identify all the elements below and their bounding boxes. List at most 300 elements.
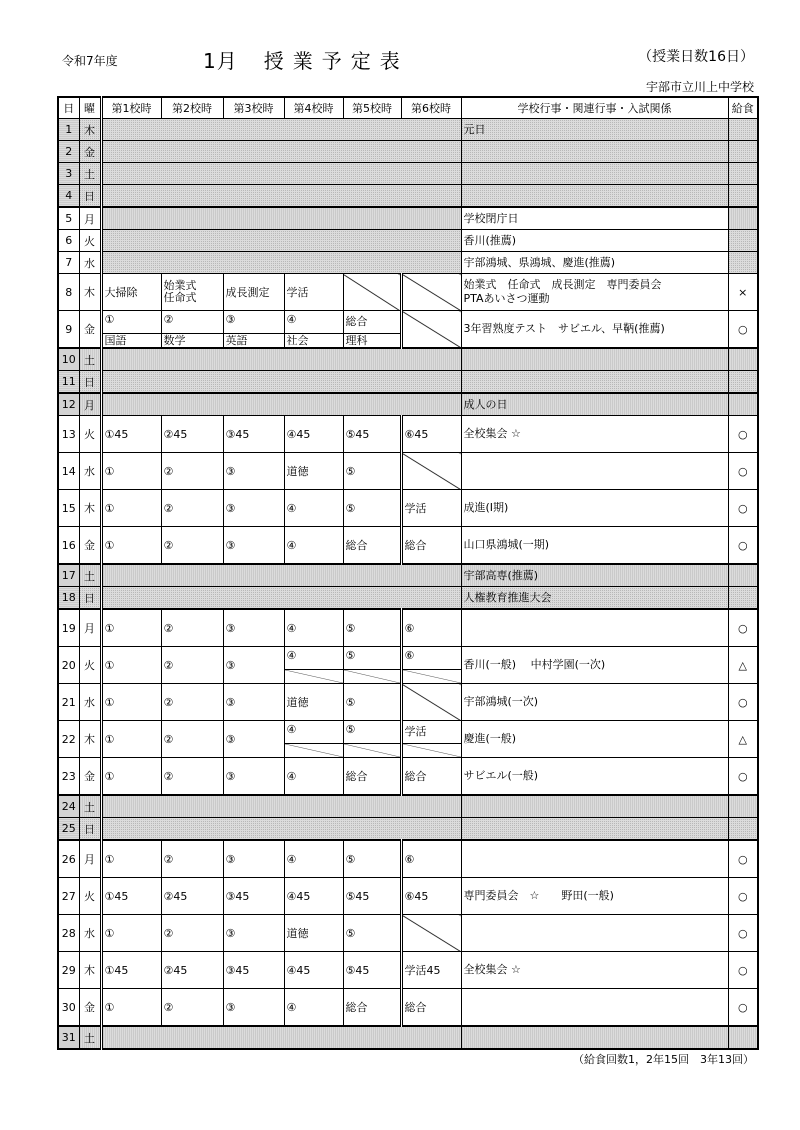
lunch-cell: ○	[728, 878, 758, 915]
period-2: ②	[161, 915, 223, 952]
period-2: ②	[161, 721, 223, 758]
weekday: 日	[79, 185, 101, 208]
weekday: 木	[79, 721, 101, 758]
weekday: 月	[79, 393, 101, 416]
periods-holiday	[101, 371, 461, 394]
period-1: ①45	[101, 416, 161, 453]
period-5: ⑤	[343, 490, 401, 527]
period-1: ①	[101, 721, 161, 758]
event-cell: 宇部鴻城、県鴻城、慶進(推薦)	[461, 252, 728, 274]
period-3: ③	[223, 490, 284, 527]
title-text: 授業予定表	[263, 49, 409, 73]
day-number: 11	[58, 371, 79, 394]
lunch-cell: ○	[728, 952, 758, 989]
day-number: 27	[58, 878, 79, 915]
lunch-count-note: （給食回数1，2年15回 3年13回）	[573, 1053, 754, 1066]
period-sub-none	[403, 744, 461, 757]
event-cell: 人権教育推進大会	[461, 587, 728, 610]
lunch-cell	[728, 564, 758, 587]
table-row	[58, 1026, 758, 1049]
period-4: ④	[284, 490, 343, 527]
day-number: 17	[58, 564, 79, 587]
period-5: ⑤	[343, 840, 401, 878]
period-subject: 学活	[403, 721, 461, 744]
lunch-cell	[728, 371, 758, 394]
table-row	[58, 527, 758, 565]
weekday: 木	[79, 490, 101, 527]
day-number: 5	[58, 207, 79, 230]
lunch-cell: △	[728, 647, 758, 684]
weekday: 日	[79, 587, 101, 610]
period-2: ②	[161, 684, 223, 721]
lunch-cell	[728, 185, 758, 208]
periods-holiday	[101, 230, 461, 252]
event-cell	[461, 915, 728, 952]
event-cell	[461, 453, 728, 490]
period-subject: ⑤	[344, 647, 400, 670]
period-3: ③	[223, 721, 284, 758]
weekday: 土	[79, 348, 101, 371]
weekday: 金	[79, 989, 101, 1027]
day-number: 4	[58, 185, 79, 208]
period-sub-none	[344, 744, 400, 757]
period-6	[401, 647, 461, 684]
table-row	[58, 758, 758, 796]
event-cell: 慶進(一般)	[461, 721, 728, 758]
period-5: ⑤45	[343, 416, 401, 453]
table-row	[58, 274, 758, 311]
column-header-period-6: 第6校時	[401, 97, 461, 119]
lunch-cell	[728, 230, 758, 252]
weekday: 火	[79, 416, 101, 453]
periods-holiday	[101, 185, 461, 208]
weekday: 金	[79, 527, 101, 565]
period-1: ①	[101, 647, 161, 684]
period-5: ⑤	[343, 453, 401, 490]
column-header-period-4: 第4校時	[284, 97, 343, 119]
event-cell	[461, 840, 728, 878]
period-1: ①	[101, 840, 161, 878]
weekday: 火	[79, 878, 101, 915]
weekday: 金	[79, 758, 101, 796]
period-sub-subject: 英語	[225, 334, 248, 347]
period-sub-subject: 理科	[345, 334, 368, 347]
period-5: ⑤	[343, 684, 401, 721]
day-number: 2	[58, 141, 79, 163]
lunch-cell: ○	[728, 915, 758, 952]
period-2: ②	[161, 490, 223, 527]
weekday: 火	[79, 230, 101, 252]
period-3: 成長測定	[223, 274, 284, 311]
period-subject: ②	[162, 311, 223, 334]
table-row	[58, 684, 758, 721]
lunch-cell	[728, 141, 758, 163]
table-row	[58, 721, 758, 758]
event-cell	[461, 989, 728, 1027]
day-number: 14	[58, 453, 79, 490]
header-row	[58, 97, 758, 119]
day-number: 22	[58, 721, 79, 758]
weekday: 木	[79, 952, 101, 989]
event-cell	[461, 795, 728, 818]
periods-holiday	[101, 393, 461, 416]
period-subject: ①	[103, 311, 161, 334]
column-header-period-3: 第3校時	[223, 97, 284, 119]
period-3: ③	[223, 453, 284, 490]
table-row	[58, 840, 758, 878]
day-number: 21	[58, 684, 79, 721]
period-1: ①	[101, 490, 161, 527]
period-6: 総合	[401, 989, 461, 1027]
event-cell	[461, 348, 728, 371]
period-6-none	[401, 453, 461, 490]
period-subject: ④	[285, 647, 343, 670]
period-4: ④	[284, 758, 343, 796]
table-row	[58, 564, 758, 587]
period-sub-none	[285, 670, 343, 683]
lunch-cell: ○	[728, 416, 758, 453]
period-5: 総合	[343, 989, 401, 1027]
day-number: 1	[58, 119, 79, 141]
lunch-cell	[728, 393, 758, 416]
period-6: ⑥	[401, 840, 461, 878]
event-cell: 宇部鴻城(一次)	[461, 684, 728, 721]
column-header-events: 学校行事・関連行事・入試関係	[461, 97, 728, 119]
period-3: ③	[223, 647, 284, 684]
period-sub-none	[403, 670, 461, 683]
column-header-period-2: 第2校時	[161, 97, 223, 119]
period-3: ③	[223, 915, 284, 952]
period-6: 総合	[401, 527, 461, 565]
weekday: 金	[79, 311, 101, 349]
weekday: 月	[79, 840, 101, 878]
event-cell	[461, 371, 728, 394]
period-5: 総合	[343, 758, 401, 796]
table-row	[58, 348, 758, 371]
period-4: ④45	[284, 952, 343, 989]
lunch-cell	[728, 818, 758, 841]
period-4	[284, 721, 343, 758]
weekday: 土	[79, 564, 101, 587]
day-number: 20	[58, 647, 79, 684]
periods-holiday	[101, 141, 461, 163]
period-6: 総合	[401, 758, 461, 796]
event-cell: 香川(一般) 中村学園(一次)	[461, 647, 728, 684]
lunch-cell	[728, 119, 758, 141]
period-sub-subject: 国語	[104, 334, 127, 347]
period-3: ③	[223, 989, 284, 1027]
event-cell: 全校集会 ☆	[461, 952, 728, 989]
event-cell	[461, 818, 728, 841]
class-days-count: （授業日数16日）	[638, 49, 754, 65]
day-number: 19	[58, 609, 79, 647]
period-5-none	[343, 274, 401, 311]
period-2: ②45	[161, 952, 223, 989]
event-cell: 成進(Ⅰ期)	[461, 490, 728, 527]
table-row	[58, 952, 758, 989]
period-2: ②	[161, 609, 223, 647]
periods-holiday	[101, 1026, 461, 1049]
event-cell	[461, 1026, 728, 1049]
period-6: ⑥45	[401, 878, 461, 915]
period-2: ②	[161, 647, 223, 684]
period-1: ①	[101, 527, 161, 565]
period-sub-subject: 社会	[286, 334, 309, 347]
day-number: 7	[58, 252, 79, 274]
period-6-none	[401, 274, 461, 311]
day-number: 16	[58, 527, 79, 565]
table-row	[58, 141, 758, 163]
day-number: 10	[58, 348, 79, 371]
period-3	[223, 311, 284, 349]
event-cell: サビエル(一般)	[461, 758, 728, 796]
period-2	[161, 311, 223, 349]
lunch-cell: ○	[728, 453, 758, 490]
day-number: 12	[58, 393, 79, 416]
day-number: 9	[58, 311, 79, 349]
period-1: 大掃除	[101, 274, 161, 311]
period-5	[343, 647, 401, 684]
period-6-none	[401, 684, 461, 721]
weekday: 日	[79, 371, 101, 394]
day-number: 25	[58, 818, 79, 841]
period-1: ①	[101, 915, 161, 952]
table-row	[58, 878, 758, 915]
period-4: ④	[284, 527, 343, 565]
table-row	[58, 490, 758, 527]
weekday: 水	[79, 684, 101, 721]
weekday: 月	[79, 609, 101, 647]
period-1: ①	[101, 609, 161, 647]
event-cell	[461, 141, 728, 163]
period-subject: ④	[285, 721, 343, 744]
period-5	[343, 721, 401, 758]
day-number: 18	[58, 587, 79, 610]
event-cell: 始業式 任命式 成長測定 専門委員会 PTAあいさつ運動	[461, 274, 728, 311]
event-cell: 全校集会 ☆	[461, 416, 728, 453]
weekday: 金	[79, 141, 101, 163]
day-number: 31	[58, 1026, 79, 1049]
lunch-cell	[728, 207, 758, 230]
table-row	[58, 230, 758, 252]
table-row	[58, 609, 758, 647]
fiscal-year: 令和7年度	[62, 54, 118, 68]
day-number: 26	[58, 840, 79, 878]
day-number: 29	[58, 952, 79, 989]
period-subject: 総合	[344, 311, 400, 334]
table-row	[58, 818, 758, 841]
period-2: ②45	[161, 878, 223, 915]
period-1: ①	[101, 989, 161, 1027]
period-3: ③45	[223, 416, 284, 453]
table-row	[58, 989, 758, 1027]
period-2: ②45	[161, 416, 223, 453]
period-1: ①	[101, 684, 161, 721]
lunch-cell: ○	[728, 527, 758, 565]
period-4: ④	[284, 989, 343, 1027]
period-5: ⑤45	[343, 952, 401, 989]
periods-holiday	[101, 163, 461, 185]
lunch-cell	[728, 348, 758, 371]
period-6	[401, 721, 461, 758]
lunch-cell	[728, 1026, 758, 1049]
event-cell: 元日	[461, 119, 728, 141]
period-3: ③	[223, 609, 284, 647]
day-number: 8	[58, 274, 79, 311]
lunch-cell	[728, 252, 758, 274]
lunch-cell: ×	[728, 274, 758, 311]
period-2: 始業式 任命式	[161, 274, 223, 311]
table-row	[58, 915, 758, 952]
weekday: 水	[79, 453, 101, 490]
day-number: 3	[58, 163, 79, 185]
period-1: ①	[101, 453, 161, 490]
event-cell: 3年習熟度テスト サビエル、早鞆(推薦)	[461, 311, 728, 349]
schedule-table	[57, 96, 759, 1050]
event-cell: 成人の日	[461, 393, 728, 416]
day-number: 23	[58, 758, 79, 796]
weekday: 木	[79, 274, 101, 311]
period-6: 学活	[401, 490, 461, 527]
periods-holiday	[101, 119, 461, 141]
weekday: 火	[79, 647, 101, 684]
weekday: 土	[79, 163, 101, 185]
table-row	[58, 207, 758, 230]
period-4: ④45	[284, 416, 343, 453]
period-3: ③45	[223, 952, 284, 989]
event-cell: 宇部高専(推薦)	[461, 564, 728, 587]
weekday: 月	[79, 207, 101, 230]
weekday: 土	[79, 795, 101, 818]
period-3: ③	[223, 840, 284, 878]
table-row	[58, 416, 758, 453]
period-3: ③	[223, 758, 284, 796]
weekday: 水	[79, 252, 101, 274]
column-header-weekday: 曜	[79, 97, 101, 119]
period-5: 総合	[343, 527, 401, 565]
column-header-period-5: 第5校時	[343, 97, 401, 119]
period-2: ②	[161, 840, 223, 878]
table-row	[58, 647, 758, 684]
lunch-cell: ○	[728, 758, 758, 796]
period-subject: ⑥	[403, 647, 461, 670]
period-4: ④45	[284, 878, 343, 915]
table-row	[58, 163, 758, 185]
periods-holiday	[101, 795, 461, 818]
period-5: ⑤45	[343, 878, 401, 915]
period-1	[101, 311, 161, 349]
period-3: ③	[223, 684, 284, 721]
period-4: 道徳	[284, 453, 343, 490]
event-cell: 香川(推薦)	[461, 230, 728, 252]
day-number: 28	[58, 915, 79, 952]
period-4: ④	[284, 840, 343, 878]
period-2: ②	[161, 989, 223, 1027]
period-subject: ③	[224, 311, 284, 334]
weekday: 土	[79, 1026, 101, 1049]
period-4: 道徳	[284, 684, 343, 721]
period-5: ⑤	[343, 915, 401, 952]
period-subject: ⑤	[344, 721, 400, 744]
lunch-cell	[728, 587, 758, 610]
lunch-cell	[728, 795, 758, 818]
period-4: ④	[284, 609, 343, 647]
day-number: 13	[58, 416, 79, 453]
period-5	[343, 311, 401, 349]
table-row	[58, 311, 758, 349]
period-1: ①45	[101, 878, 161, 915]
period-2: ②	[161, 758, 223, 796]
event-cell: 専門委員会 ☆ 野田(一般)	[461, 878, 728, 915]
period-6: ⑥45	[401, 416, 461, 453]
weekday: 水	[79, 915, 101, 952]
periods-holiday	[101, 564, 461, 587]
table-row	[58, 252, 758, 274]
period-sub-none	[344, 670, 400, 683]
event-cell	[461, 163, 728, 185]
periods-holiday	[101, 252, 461, 274]
period-sub-subject: 数学	[163, 334, 186, 347]
lunch-cell: ○	[728, 609, 758, 647]
lunch-cell: ○	[728, 311, 758, 349]
period-6: ⑥	[401, 609, 461, 647]
period-2: ②	[161, 453, 223, 490]
month: 1月	[203, 49, 238, 73]
lunch-cell: ○	[728, 684, 758, 721]
column-header-period-1: 第1校時	[101, 97, 161, 119]
table-row	[58, 795, 758, 818]
period-6-none	[401, 311, 461, 349]
table-row	[58, 453, 758, 490]
periods-holiday	[101, 587, 461, 610]
table-row	[58, 371, 758, 394]
weekday: 木	[79, 119, 101, 141]
lunch-cell: ○	[728, 989, 758, 1027]
periods-holiday	[101, 207, 461, 230]
weekday: 日	[79, 818, 101, 841]
day-number: 15	[58, 490, 79, 527]
period-1: ①45	[101, 952, 161, 989]
column-header-day: 日	[58, 97, 79, 119]
period-subject: ④	[285, 311, 343, 334]
table-row	[58, 587, 758, 610]
period-6-none	[401, 915, 461, 952]
period-6: 学活45	[401, 952, 461, 989]
page-title	[203, 45, 409, 74]
periods-holiday	[101, 818, 461, 841]
table-row	[58, 185, 758, 208]
period-4: 学活	[284, 274, 343, 311]
table-row	[58, 119, 758, 141]
table-row	[58, 393, 758, 416]
period-sub-none	[285, 744, 343, 757]
lunch-cell: ○	[728, 840, 758, 878]
lunch-cell	[728, 163, 758, 185]
period-1: ①	[101, 758, 161, 796]
event-cell	[461, 185, 728, 208]
periods-holiday	[101, 348, 461, 371]
school-name: 宇部市立川上中学校	[645, 80, 754, 94]
column-header-lunch: 給食	[728, 97, 758, 119]
period-4: 道徳	[284, 915, 343, 952]
period-5: ⑤	[343, 609, 401, 647]
period-4	[284, 311, 343, 349]
event-cell	[461, 609, 728, 647]
period-4	[284, 647, 343, 684]
period-2: ②	[161, 527, 223, 565]
event-cell: 山口県鴻城(一期)	[461, 527, 728, 565]
lunch-cell: △	[728, 721, 758, 758]
